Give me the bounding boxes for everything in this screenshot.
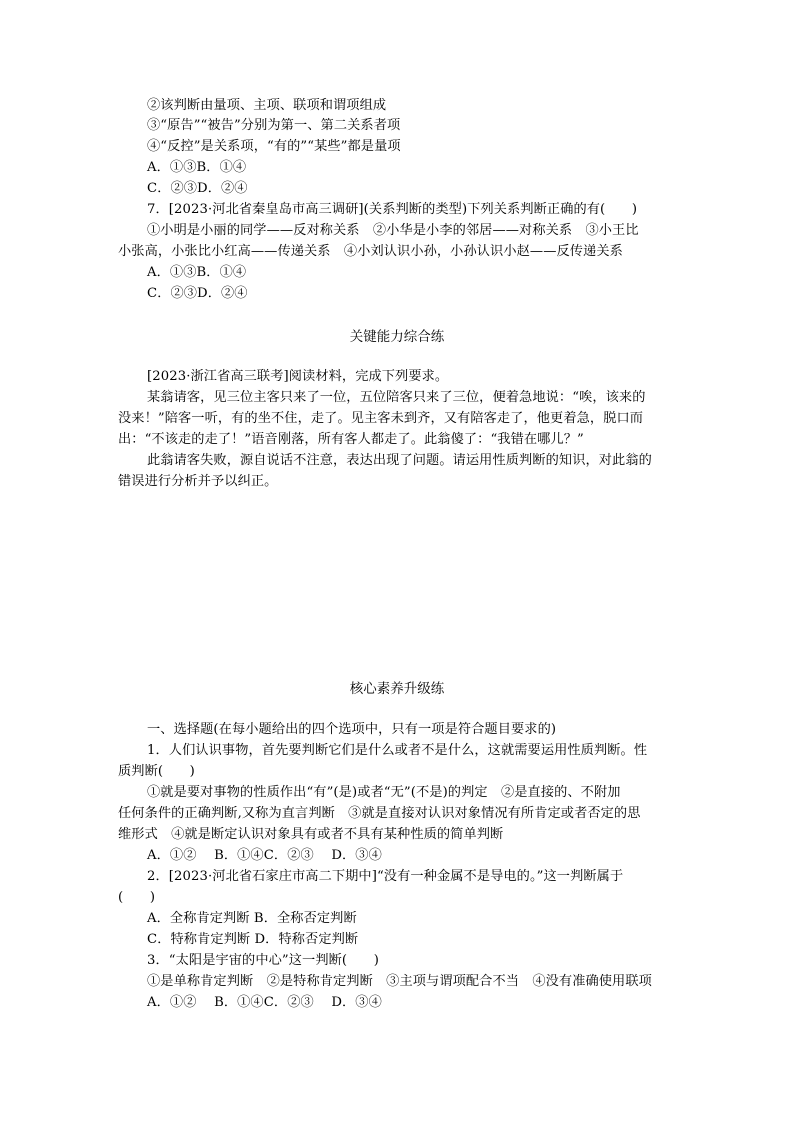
q2-stem-answer-bracket: ( ) xyxy=(118,890,156,905)
q1-options: A．①② B．①④C．②③ D．③④ xyxy=(147,848,382,863)
material-paragraph-line2: 没来！”陪客一听，有的坐不住，走了。见主客未到齐，又有陪客走了，他更着急，脱口而 xyxy=(118,411,644,426)
q7-statements-line2: 小张高，小张比小红高——传递关系 ④小刘认识小孙，小孙认识小赵——反传递关系 xyxy=(118,244,623,259)
q7-statements-line1: ①小明是小丽的同学——反对称关系 ②小华是小李的邻居——对称关系 ③小王比 xyxy=(147,223,639,238)
material-question-source: [2023·浙江省高三联考]阅读材料，完成下列要求。 xyxy=(147,369,449,384)
q2-options-cd: C．特称肯定判断 D．特称否定判断 xyxy=(147,932,359,947)
q1-stem-line2: 质判断( ) xyxy=(118,764,195,779)
q1-statements-line2: 任何条件的正确判断,又称为直言判断 ③就是直接对认识对象情况有所肯定或者否定的思 xyxy=(118,806,641,821)
section-heading-core-literacy: 核心素养升级练 xyxy=(349,681,445,697)
q7-options-ab: A．①③B．①④ xyxy=(147,265,247,280)
multiple-choice-instructions: 一、选择题(在每小题给出的四个选项中，只有一项是符合题目要求的) xyxy=(147,722,557,737)
q2-stem: 2．[2023·河北省石家庄市高二下期中]“没有一种金属不是导电的。”这一判断属于 xyxy=(147,869,624,884)
q6-options-cd: C．②③D．②④ xyxy=(147,181,248,196)
q1-stem-line1: 1．人们认识事物，首先要判断它们是什么或者不是什么，这就需要运用性质判断。性 xyxy=(147,743,648,758)
section-heading-key-ability: 关键能力综合练 xyxy=(349,329,445,345)
q6-statement-4: ④“反控”是关系项，“有的”“某些”都是量项 xyxy=(147,139,401,154)
q7-options-cd: C．②③D．②④ xyxy=(147,286,248,301)
q3-stem: 3．“太阳是宇宙的中心”这一判断( ) xyxy=(147,953,379,968)
material-paragraph-line1: 某翁请客，见三位主客只来了一位，五位陪客只来了三位，便着急地说：“唉，该来的 xyxy=(147,390,646,405)
q2-options-ab: A．全称肯定判断 B．全称否定判断 xyxy=(147,911,357,926)
material-task-line1: 此翁请客失败，源自说话不注意，表达出现了问题。请运用性质判断的知识，对此翁的 xyxy=(147,453,652,468)
q1-statements-line3: 维形式 ④就是断定认识对象具有或者不具有某种性质的简单判断 xyxy=(118,827,504,842)
q3-statements: ①是单称肯定判断 ②是特称肯定判断 ③主项与谓项配合不当 ④没有准确使用联项 xyxy=(147,974,652,989)
q7-stem: 7．[2023·河北省秦皇岛市高三调研](关系判断的类型)下列关系判断正确的有( ) xyxy=(147,202,638,217)
q6-statement-2: ②该判断由量项、主项、联项和谓项组成 xyxy=(147,98,387,113)
q6-statement-3: ③“原告”“被告”分别为第一、第二关系者项 xyxy=(147,118,401,133)
q1-statements-line1: ①就是要对事物的性质作出“有”(是)或者“无”(不是)的判定 ②是直接的、不附加 xyxy=(147,785,621,800)
q3-options: A．①② B．①④C．②③ D．③④ xyxy=(147,995,382,1010)
material-task-line2: 错误进行分析并予以纠正。 xyxy=(118,474,278,489)
q6-options-ab: A．①③B．①④ xyxy=(147,160,247,175)
material-paragraph-line3: 出：“不该走的走了！”语音刚落，所有客人都走了。此翁傻了：“我错在哪儿？” xyxy=(118,432,584,447)
